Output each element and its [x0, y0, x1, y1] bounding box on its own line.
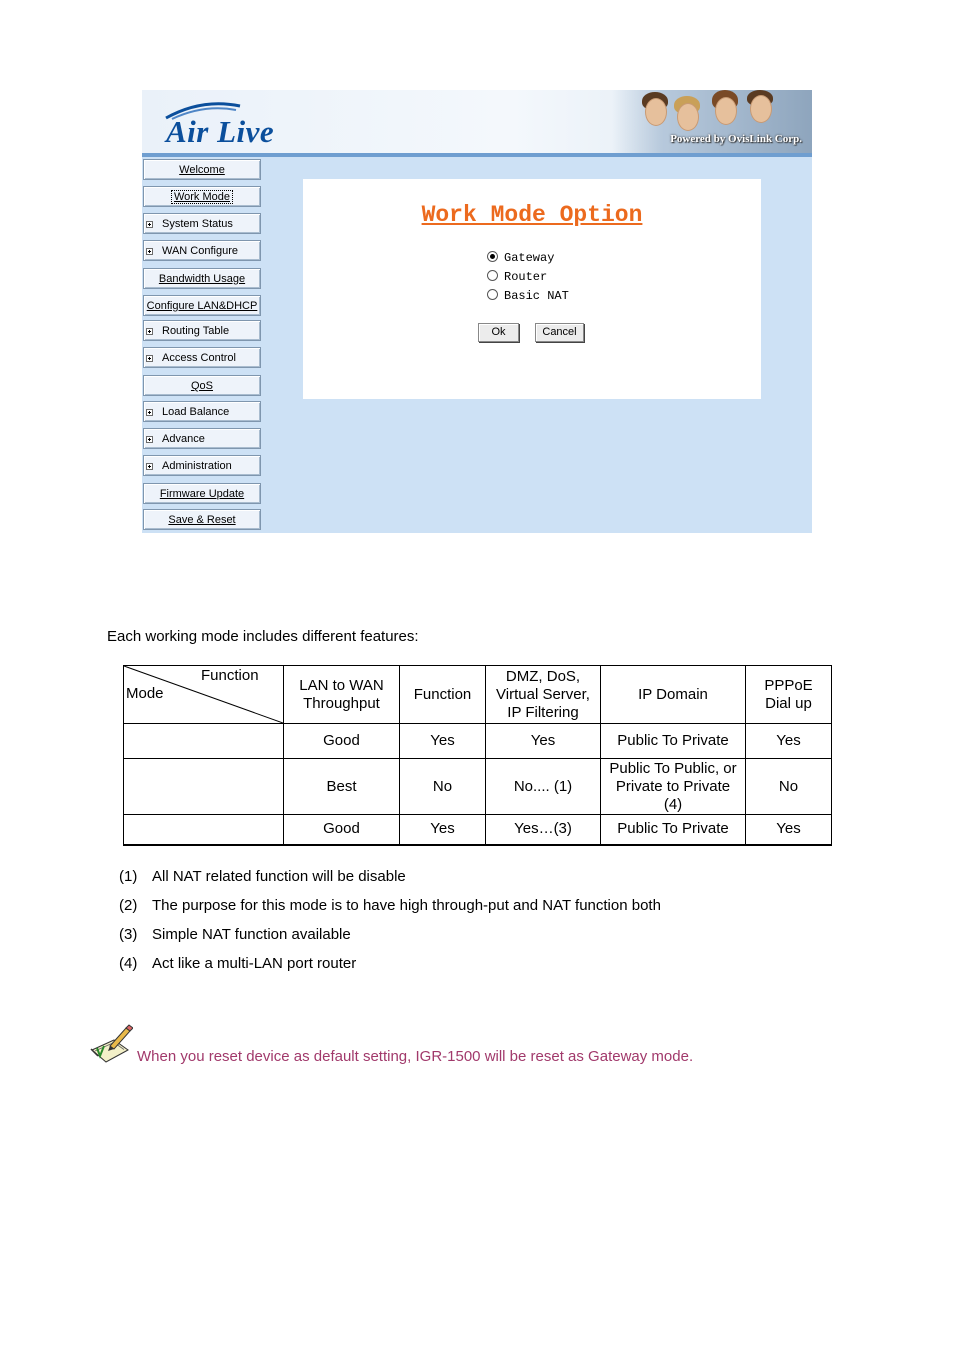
footnote-text: Simple NAT function available: [152, 926, 351, 943]
mode-features-table: [123, 665, 832, 846]
expand-plus-icon[interactable]: [146, 328, 153, 335]
sidebar-item-label: System Status: [162, 218, 233, 230]
table-header-row: [124, 666, 832, 724]
sidebar-item-label: Firmware Update: [159, 488, 245, 500]
footnote-text: All NAT related function will be disable: [152, 868, 406, 885]
table-cell: [601, 759, 746, 815]
cell-line: Yes…(3): [514, 820, 572, 838]
expand-plus-icon[interactable]: [146, 221, 153, 228]
footnote-number: (4): [119, 955, 138, 972]
table-cell: [601, 815, 746, 845]
sidebar-item-load-balance[interactable]: [143, 401, 261, 422]
expand-plus-icon[interactable]: [146, 463, 153, 470]
banner-divider: [142, 153, 812, 157]
table-cell: [486, 759, 601, 815]
header-line: PPPoE: [764, 676, 813, 694]
cell-line: (4): [663, 795, 683, 813]
sidebar-item-welcome[interactable]: [143, 159, 261, 180]
sidebar-item-system-status[interactable]: [143, 213, 261, 234]
expand-plus-icon[interactable]: [146, 409, 153, 416]
cell-line: Public To Public, or: [609, 759, 737, 777]
table-row: [124, 815, 832, 845]
column-header: [486, 666, 601, 724]
footnote-text: Act like a multi-LAN port router: [152, 955, 357, 972]
ok-button[interactable]: Ok: [478, 323, 519, 342]
column-header: [400, 666, 486, 724]
mode-cell: [124, 724, 284, 759]
sidebar-item-label: Configure LAN&DHCP: [146, 300, 258, 312]
table-cell: [601, 724, 746, 759]
cancel-button[interactable]: Cancel: [535, 323, 584, 342]
footnote-text: The purpose for this mode is to have high through-put and NAT function both: [152, 897, 661, 914]
radio-option-basic-nat[interactable]: Basic NAT: [487, 289, 569, 303]
header-line: DMZ, DoS,: [505, 667, 581, 685]
footnote-item: [119, 868, 406, 885]
sidebar-item-label: Access Control: [162, 352, 236, 364]
table-cell: [400, 759, 486, 815]
corner-function-label: Function: [201, 667, 259, 684]
table-row: [124, 759, 832, 815]
radio-icon[interactable]: [487, 289, 498, 300]
table-row: [124, 724, 832, 759]
table-corner-cell: [124, 666, 284, 724]
sidebar-item-label: Load Balance: [162, 406, 230, 418]
sidebar-item-label: Save & Reset: [168, 514, 236, 526]
table-cell: [400, 815, 486, 845]
sidebar-item-bandwidth-usage[interactable]: [143, 268, 261, 289]
footnote-number: (2): [119, 897, 138, 914]
sidebar-item-label: Welcome: [179, 164, 225, 176]
cell-line: No: [778, 777, 799, 795]
column-header: [601, 666, 746, 724]
radio-icon[interactable]: [487, 251, 498, 262]
table-cell: [486, 815, 601, 845]
footnote-item: [119, 926, 351, 943]
column-header: [746, 666, 832, 724]
logo-text: Air Live: [166, 114, 275, 149]
expand-plus-icon[interactable]: [146, 248, 153, 255]
tip-note: When you reset device as default setting, IGR-1500 will be reset as Gateway mode.: [137, 1048, 694, 1065]
panel-title: Work Mode Option: [421, 202, 643, 228]
footnote-number: (3): [119, 926, 138, 943]
sidebar-item-label: Bandwidth Usage: [158, 273, 246, 285]
banner: [142, 90, 812, 153]
radio-option-gateway[interactable]: Gateway: [487, 251, 554, 265]
table-cell: [746, 724, 832, 759]
cell-line: Public To Private: [617, 732, 729, 749]
cell-line: Yes: [430, 732, 455, 749]
cell-line: Yes: [776, 732, 801, 749]
table-cell: [746, 759, 832, 815]
cell-line: Yes: [530, 732, 556, 749]
sidebar-item-configure-lan-dhcp[interactable]: [143, 295, 261, 316]
sidebar-item-label: WAN Configure: [162, 245, 239, 257]
sidebar-item-firmware-update[interactable]: [143, 483, 261, 504]
header-line: IP Domain: [638, 685, 708, 703]
sidebar-item-work-mode[interactable]: [143, 186, 261, 207]
expand-plus-icon[interactable]: [146, 436, 153, 443]
footnote-item: [119, 955, 356, 972]
table-cell: [284, 759, 400, 815]
sidebar-item-administration[interactable]: [143, 455, 261, 476]
cell-line: Good: [323, 732, 360, 749]
mode-cell: [124, 815, 284, 845]
sidebar-item-label: Routing Table: [162, 325, 230, 337]
cell-line: No: [432, 777, 453, 795]
header-line: LAN to WAN: [299, 676, 384, 694]
footnote-number: (1): [119, 868, 138, 885]
table-cell: [400, 724, 486, 759]
cell-line: Good: [323, 820, 360, 838]
sidebar-item-save-reset[interactable]: [143, 509, 261, 530]
footnote-item: [119, 897, 661, 914]
sidebar-item-advance[interactable]: [143, 428, 261, 449]
sidebar-item-qos[interactable]: [143, 375, 261, 396]
header-line: Virtual Server,: [496, 685, 590, 703]
table-cell: [284, 815, 400, 845]
cell-line: Yes: [776, 820, 801, 838]
table-cell: [284, 724, 400, 759]
router-ui-screenshot: [142, 90, 812, 533]
sidebar-item-label: Administration: [162, 460, 232, 472]
radio-option-router[interactable]: Router: [487, 270, 547, 284]
sidebar-item-routing-table[interactable]: [143, 320, 261, 341]
note-pencil-icon: [88, 1022, 133, 1064]
cell-line: Yes: [430, 820, 455, 838]
cell-line: Private to Private: [615, 777, 731, 795]
sidebar-item-label: QoS: [190, 380, 213, 392]
powered-by-caption: Powered by OvisLink Corp.: [670, 133, 802, 145]
radio-icon[interactable]: [487, 270, 498, 281]
work-mode-panel: [303, 179, 761, 399]
intro-text: Each working mode includes different features:: [107, 628, 419, 645]
column-header: [284, 666, 400, 724]
header-line: Function: [413, 685, 472, 703]
expand-plus-icon[interactable]: [146, 355, 153, 362]
header-line: Throughput: [303, 694, 380, 712]
header-line: IP Filtering: [507, 703, 579, 721]
sidebar-item-access-control[interactable]: [143, 347, 261, 368]
cell-line: Best: [326, 777, 357, 795]
table-cell: [486, 724, 601, 759]
cell-line: No.... (1): [513, 777, 573, 795]
cell-line: Public To Private: [617, 820, 729, 838]
header-line: Dial up: [765, 694, 812, 712]
corner-mode-label: Mode: [126, 685, 164, 702]
sidebar-item-label: Work Mode: [173, 191, 231, 203]
mode-cell: [124, 759, 284, 815]
sidebar-item-wan-configure[interactable]: [143, 240, 261, 261]
airlive-logo: [162, 100, 312, 148]
sidebar-item-label: Advance: [162, 433, 205, 445]
table-cell: [746, 815, 832, 845]
people-photo: [612, 90, 812, 153]
